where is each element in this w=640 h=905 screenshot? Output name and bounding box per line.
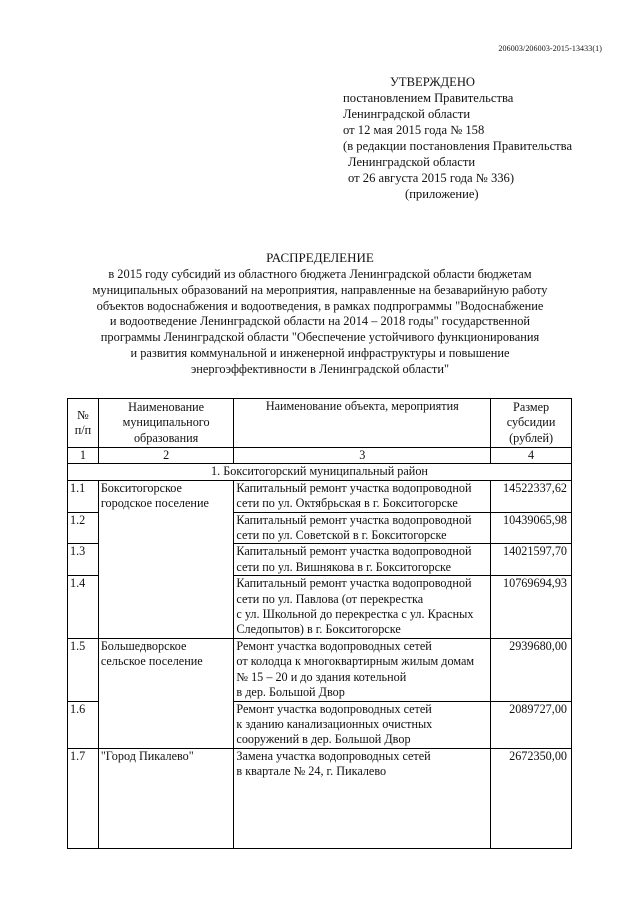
object-line: к зданию канализационных очистных xyxy=(236,716,433,731)
object-cell xyxy=(234,512,491,544)
header-object: Наименование объекта, мероприятия xyxy=(234,399,491,448)
subsidy-table xyxy=(67,398,572,849)
header-num: № п/п xyxy=(68,399,99,448)
approval-line: постановлением Правительства xyxy=(343,91,514,105)
table-row xyxy=(68,512,572,544)
section-title: 1. Бокситогорский муниципальный район xyxy=(68,464,572,480)
row-number: 1.5 xyxy=(68,638,99,701)
document-subtitle xyxy=(0,267,640,378)
col-number: 2 xyxy=(98,448,234,464)
section-row xyxy=(68,464,572,480)
approval-line: (в редакции постановления Правительства xyxy=(343,139,573,153)
approval-line: от 26 августа 2015 года № 336) xyxy=(348,171,515,185)
approval-line: Ленинградской области xyxy=(343,107,471,121)
subtitle-line: в 2015 году субсидий из областного бюджета Ленинградской области бюджетам xyxy=(108,267,532,281)
approval-line: Ленинградской области xyxy=(348,155,476,169)
col-number: 3 xyxy=(234,448,491,464)
document-title: РАСПРЕДЕЛЕНИЕ xyxy=(266,250,374,265)
subtitle-line: энергоэффективности в Ленинградской области" xyxy=(190,361,450,376)
object-line: № 15 – 20 и до здания котельной xyxy=(236,669,407,684)
amount-cell: 14021597,70 xyxy=(491,544,572,576)
object-cell xyxy=(234,638,491,701)
row-number: 1.7 xyxy=(68,748,99,848)
object-line: Замена участка водопроводных сетей xyxy=(236,748,431,763)
header-municipality: Наименование муниципального образования xyxy=(98,399,234,448)
document-id: 206003/206003-2015-13433(1) xyxy=(498,44,602,53)
column-number-row xyxy=(68,448,572,464)
table-row xyxy=(68,638,572,701)
object-line: с ул. Школьной до перекрестка с ул. Красных xyxy=(236,607,474,622)
object-line: Капитальный ремонт участка водопроводной xyxy=(236,576,472,591)
object-cell xyxy=(234,480,491,512)
object-cell xyxy=(234,748,491,848)
row-number: 1.2 xyxy=(68,512,99,544)
table-row xyxy=(68,544,572,576)
table-row xyxy=(68,748,572,848)
amount-cell: 2939680,00 xyxy=(491,638,572,701)
object-line: в дер. Большой Двор xyxy=(236,685,345,700)
object-line: Капитальный ремонт участка водопроводной xyxy=(236,512,472,527)
subtitle-line: программы Ленинградской области "Обеспечение устойчивого функционирования xyxy=(100,330,540,345)
municipality-cell xyxy=(98,576,234,639)
row-number: 1.4 xyxy=(68,576,99,639)
municipality-line: городское поселение xyxy=(100,496,209,511)
row-number: 1.3 xyxy=(68,544,99,576)
municipality-cell xyxy=(98,544,234,576)
amount-cell: 10439065,98 xyxy=(491,512,572,544)
municipality-line: сельское поселение xyxy=(100,654,203,669)
object-line: Следопытов) в г. Бокситогорске xyxy=(236,622,401,637)
approval-block xyxy=(343,74,572,202)
row-number: 1.6 xyxy=(68,701,99,748)
municipality-line: Большедворское xyxy=(100,638,187,653)
subtitle-line: и развития коммунальной и инженерной инфраструктуры и повышение xyxy=(130,345,510,360)
municipality-line: "Город Пикалево" xyxy=(100,748,194,763)
header-amount: Размер субсидии (рублей) xyxy=(491,399,572,448)
subtitle-line: и водоотведение Ленинградской области на 2014 – 2018 годы" государственной xyxy=(109,314,531,329)
table-row xyxy=(68,701,572,748)
amount-cell: 14522337,62 xyxy=(491,480,572,512)
table-row xyxy=(68,576,572,639)
municipality-cell xyxy=(98,480,234,512)
approval-line: от 12 мая 2015 года № 158 xyxy=(343,123,485,137)
object-line: в квартале № 24, г. Пикалево xyxy=(236,764,387,779)
approval-heading: УТВЕРЖДЕНО xyxy=(390,75,476,89)
object-line: сети по ул. Октябрьская в г. Бокситогорске xyxy=(236,496,458,511)
approval-line: (приложение) xyxy=(405,187,479,201)
object-line: от колодца к многоквартирным жилым домам xyxy=(236,654,475,669)
object-line: Ремонт участка водопроводных сетей xyxy=(236,638,432,653)
object-cell xyxy=(234,576,491,639)
col-number: 4 xyxy=(491,448,572,464)
object-cell xyxy=(234,544,491,576)
object-line: сооружений в дер. Большой Двор xyxy=(236,732,411,747)
municipality-cell xyxy=(98,638,234,701)
object-line: сети по ул. Павлова (от перекрестка xyxy=(236,591,424,606)
subtitle-line: объектов водоснабжения и водоотведения, в рамках подпрограммы "Водоснабжение xyxy=(96,298,544,313)
object-cell xyxy=(234,701,491,748)
municipality-cell xyxy=(98,748,234,848)
municipality-cell xyxy=(98,512,234,544)
object-line: Капитальный ремонт участка водопроводной xyxy=(236,544,472,559)
municipality-cell xyxy=(98,701,234,748)
col-number: 1 xyxy=(68,448,99,464)
subtitle-line: муниципальных образований на мероприятия, направленные на безаварийную работу xyxy=(92,282,548,297)
municipality-line: Бокситогорское xyxy=(100,480,182,495)
table-header-row xyxy=(68,399,572,448)
object-line: сети по ул. Советской в г. Бокситогорске xyxy=(236,528,447,543)
amount-cell: 10769694,93 xyxy=(491,576,572,639)
table-row xyxy=(68,480,572,512)
row-number: 1.1 xyxy=(68,480,99,512)
object-line: Капитальный ремонт участка водопроводной xyxy=(236,480,472,495)
amount-cell: 2089727,00 xyxy=(491,701,572,748)
object-line: Ремонт участка водопроводных сетей xyxy=(236,701,432,716)
object-line: сети по ул. Вишнякова в г. Бокситогорске xyxy=(236,559,452,574)
amount-cell: 2672350,00 xyxy=(491,748,572,848)
